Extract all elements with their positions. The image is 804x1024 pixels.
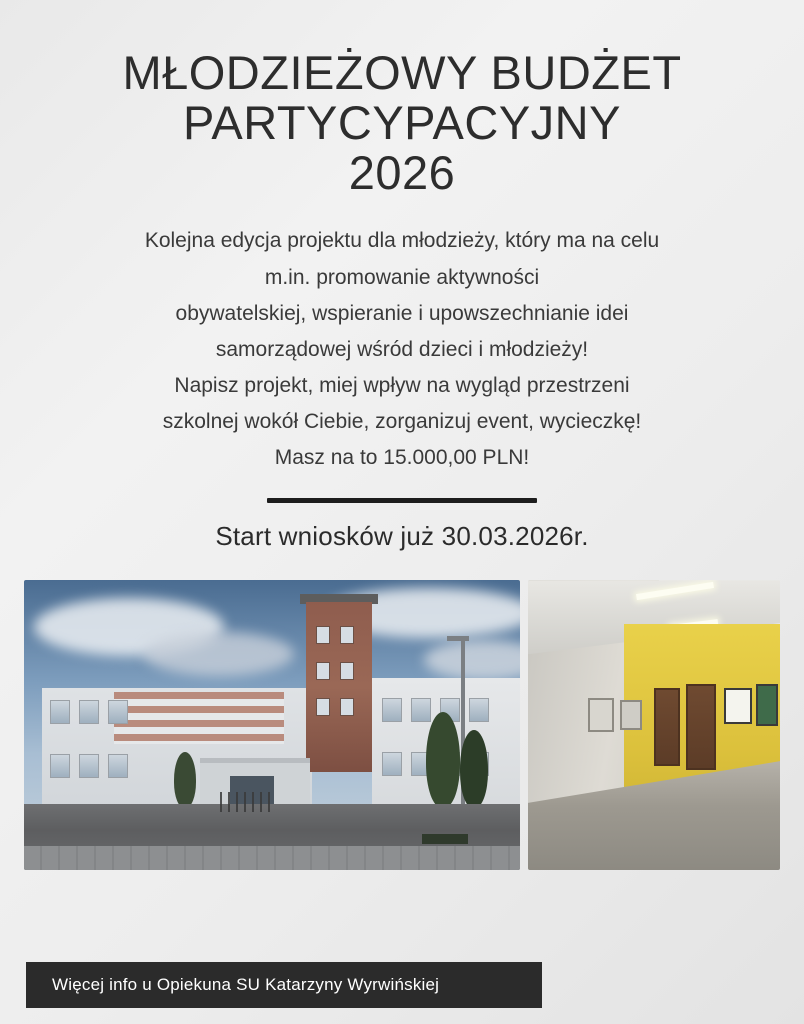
body-line-2: m.in. promowanie aktywności [264,265,540,289]
photo-gallery [24,580,780,870]
window [316,626,330,644]
body-line-6: szkolnej wokół Ciebie, zorganizuj event, wycieczkę! [162,409,642,433]
notice-board [588,698,614,732]
school-building-photo [24,580,520,870]
body-line-4: samorządowej wśród dzieci i młodzieży! [215,337,589,361]
tree-icon [426,712,460,808]
classroom-door [654,688,680,766]
pavement [24,846,520,870]
window [340,662,354,680]
footer-text: Więcej info u Opiekuna SU Katarzyny Wyrwińskiej [52,975,440,994]
footer-banner [26,962,542,1008]
page-title [42,48,762,197]
window [340,626,354,644]
body-line-3: obywatelskiej, wspieranie i upowszechnianie idei [175,301,629,325]
classroom-door [686,684,716,770]
window [340,698,354,716]
start-date-line: Start wniosków już 30.03.2026r. [215,521,589,552]
notice-board [724,688,752,724]
window-row [50,754,128,778]
brick-stripes [114,692,284,744]
divider [267,498,537,503]
bench [422,834,468,844]
notice-board [756,684,778,726]
title-line-2: PARTYCYPACYJNY [183,95,621,149]
school-corridor-photo [528,580,780,870]
window [316,662,330,680]
tree-icon [460,730,488,808]
cloud-icon [144,632,294,676]
notice-board [620,700,642,730]
body-line-7: Masz na to 15.000,00 PLN! [274,446,530,470]
lamp-arm [447,636,469,641]
window-row [50,700,128,724]
title-line-1: MŁODZIEŻOWY BUDŻET [122,46,682,99]
tree-icon [174,752,196,808]
body-copy [52,223,752,476]
bicycle-rack [220,792,276,812]
body-line-5: Napisz projekt, miej wpływ na wygląd przestrzeni [174,373,630,397]
title-line-3: 2026 [348,145,456,199]
window [316,698,330,716]
body-line-1: Kolejna edycja projektu dla młodzieży, który ma na celu [144,229,660,253]
